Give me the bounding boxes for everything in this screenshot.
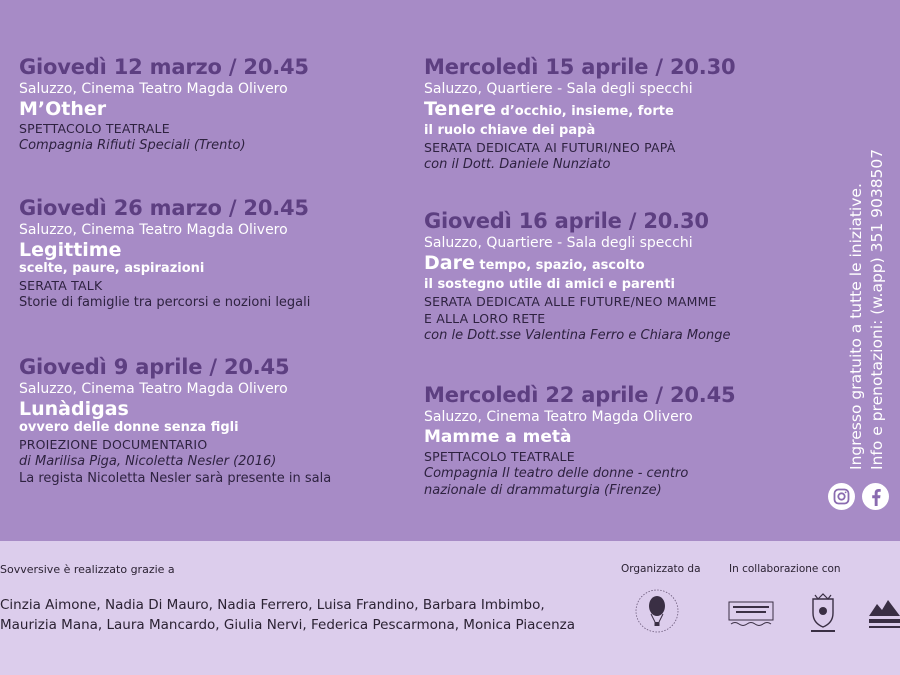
event-venue: Saluzzo, Cinema Teatro Magda Olivero <box>19 222 288 238</box>
event-venue: Saluzzo, Cinema Teatro Magda Olivero <box>424 409 693 425</box>
event-detail: di Marilisa Piga, Nicoletta Nesler (2016) <box>19 454 277 469</box>
event-date: Giovedì 12 marzo / 20.45 <box>19 55 309 79</box>
event-title-rest: tempo, spazio, ascolto <box>474 258 645 273</box>
event-title: Mamme a metà <box>424 427 572 447</box>
event-title-main: Dare <box>424 252 475 274</box>
event-note: Storie di famiglie tra percorsi e nozioni legali <box>19 295 311 310</box>
event-detail: Compagnia Rifiuti Speciali (Trento) <box>19 138 246 153</box>
event-subtitle: il sostegno utile di amici e parenti <box>424 277 675 292</box>
names-line: Maurizia Mana, Laura Mancardo, Giulia Nervi, Federica Pescarmona, Monica Piacenza <box>0 617 576 633</box>
event-15-aprile <box>424 55 735 173</box>
collaboration-label: In collaborazione con <box>729 563 841 575</box>
organizer-logo <box>634 587 680 641</box>
event-type-cont: E ALLA LORO RETE <box>424 311 546 326</box>
event-type: SERATA DEDICATA AI FUTURI/NEO PAPÀ <box>424 140 676 155</box>
event-venue: Saluzzo, Quartiere - Sala degli specchi <box>424 235 693 251</box>
sidebar-contact-line: Info e prenotazioni: (w.app) 351 9038507 <box>868 148 886 470</box>
supporters-names <box>0 595 575 635</box>
event-date: Giovedì 16 aprile / 20.30 <box>424 209 709 233</box>
event-22-aprile <box>424 383 735 499</box>
event-venue: Saluzzo, Quartiere - Sala degli specchi <box>424 81 693 97</box>
event-type: SERATA TALK <box>19 278 103 293</box>
event-title: Legittime <box>19 239 122 261</box>
facebook-icon[interactable] <box>862 483 889 510</box>
names-line: Cinzia Aimone, Nadia Di Mauro, Nadia Ferrero, Luisa Frandino, Barbara Imbimbo, <box>0 597 545 613</box>
event-12-marzo <box>19 55 309 154</box>
instagram-icon[interactable] <box>828 483 855 510</box>
event-type: PROIEZIONE DOCUMENTARIO <box>19 437 208 452</box>
city-crest-logo <box>805 591 841 639</box>
event-title: M’Other <box>19 98 107 120</box>
event-detail: Compagnia Il teatro delle donne - centro <box>424 466 689 481</box>
event-venue: Saluzzo, Cinema Teatro Magda Olivero <box>19 381 288 397</box>
event-detail: con le Dott.sse Valentina Ferro e Chiara Monge <box>424 328 731 343</box>
event-venue: Saluzzo, Cinema Teatro Magda Olivero <box>19 81 288 97</box>
event-title-main: Tenere <box>424 98 496 120</box>
event-type: SPETTACOLO TEATRALE <box>424 449 575 464</box>
terre-monviso-logo <box>867 596 900 636</box>
event-9-aprile <box>19 355 331 487</box>
organized-by-label: Organizzato da <box>621 563 701 575</box>
event-detail: con il Dott. Daniele Nunziato <box>424 157 611 172</box>
event-type: SERATA DEDICATA ALLE FUTURE/NEO MAMME <box>424 294 717 309</box>
event-subtitle: ovvero delle donne senza figli <box>19 420 239 435</box>
sidebar-info <box>846 90 888 470</box>
event-26-marzo <box>19 196 310 311</box>
event-note: La regista Nicoletta Nesler sarà presente in sala <box>19 471 332 486</box>
event-type: SPETTACOLO TEATRALE <box>19 121 170 136</box>
event-subtitle: il ruolo chiave dei papà <box>424 123 596 138</box>
event-title <box>424 252 730 277</box>
event-detail-cont: nazionale di drammaturgia (Firenze) <box>424 483 662 498</box>
event-title <box>424 98 735 123</box>
event-16-aprile <box>424 209 730 344</box>
event-title: Lunàdigas <box>19 398 129 420</box>
thanks-label: Sovversive è realizzato grazie a <box>0 563 175 576</box>
event-subtitle: scelte, paure, aspirazioni <box>19 261 205 276</box>
event-date: Giovedì 26 marzo / 20.45 <box>19 196 309 220</box>
event-date: Mercoledì 22 aprile / 20.45 <box>424 383 736 407</box>
teatrale-logo <box>728 600 774 632</box>
event-date: Giovedì 9 aprile / 20.45 <box>19 355 290 379</box>
event-title-rest: d’occhio, insieme, forte <box>496 104 674 119</box>
event-date: Mercoledì 15 aprile / 20.30 <box>424 55 736 79</box>
sidebar-entry-line: Ingresso gratuito a tutte le iniziative. <box>847 183 865 470</box>
